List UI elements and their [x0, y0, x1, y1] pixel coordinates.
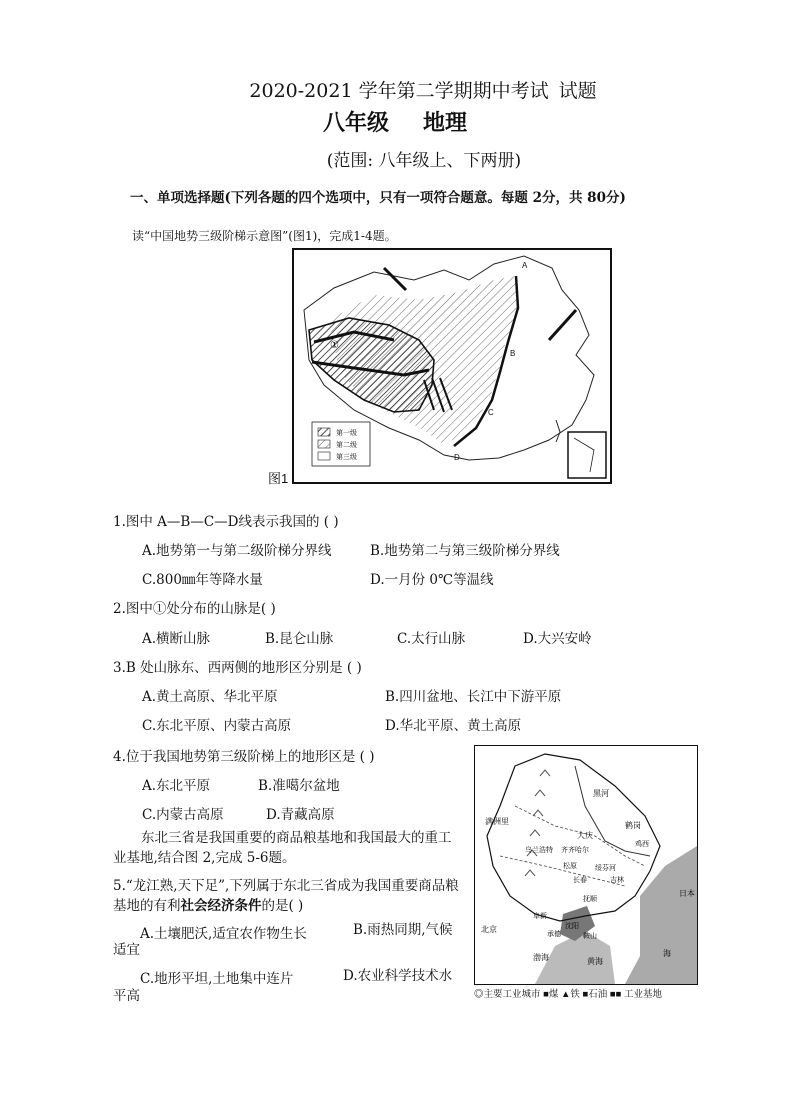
label-fushun: 抚顺: [583, 896, 597, 903]
question-4-option-a[interactable]: A.东北平原: [142, 778, 211, 794]
exam-year-title: 2020-2021 学年第二学期期中考试: [249, 80, 549, 102]
question-5-stem-after: 的是( ): [261, 898, 304, 914]
question-1-option-d[interactable]: D.一月份 0℃等温线: [370, 572, 494, 588]
question-5-option-b[interactable]: B.雨热同期,气候适宜: [113, 922, 453, 958]
grade-subject: [0, 106, 790, 137]
label-jixi: 鸡西: [635, 841, 649, 848]
question-1-option-c[interactable]: C.800㎜年等降水量: [142, 572, 263, 588]
question-1-stem: 1.图中 A—B—C—D线表示我国的 ( ): [113, 514, 339, 530]
label-wulanhaote: 乌兰浩特: [525, 847, 553, 854]
question-4-option-d[interactable]: D.青藏高原: [266, 807, 335, 823]
figure1-map: [292, 248, 612, 484]
question-5-stem-bold: 社会经济条件: [180, 898, 262, 914]
label-manzhouli: 满洲里: [485, 817, 509, 826]
question-4-option-b[interactable]: B.准噶尔盆地: [258, 778, 340, 794]
exam-title: [0, 76, 790, 103]
legend-third-step: 第三级: [336, 454, 357, 461]
exam-scope: [0, 146, 790, 171]
question-1-option-a[interactable]: A.地势第一与第二级阶梯分界线: [142, 543, 332, 559]
question-2-option-c[interactable]: C.太行山脉: [397, 631, 466, 647]
figure2-intro: 东北三省是我国重要的商品粮基地和我国最大的重工业基地,结合图 2,完成 5-6题。: [113, 830, 452, 866]
question-2-stem: 2.图中①处分布的山脉是( ): [113, 601, 276, 617]
point-d-label: D: [454, 453, 460, 462]
label-heihe: 黑河: [593, 789, 609, 798]
figure1-intro: 读“中国地势三级阶梯示意图”(图1)，完成1-4题。: [132, 229, 397, 243]
question-2-option-a[interactable]: A.横断山脉: [142, 631, 211, 647]
question-5-option-c[interactable]: C.地形平坦,土地集中连片: [140, 971, 294, 987]
exam-title-suffix: 试题: [558, 80, 597, 102]
label-changchun: 长春: [573, 877, 587, 884]
china-terrain-map: [294, 250, 610, 482]
northeast-china-map: [475, 746, 697, 984]
label-bohai: 渤海: [533, 953, 549, 962]
label-hai: 海: [663, 949, 671, 958]
subject-label: 地理: [423, 110, 468, 136]
label-anshan: 鞍山: [583, 933, 597, 940]
question-3-option-c[interactable]: C.东北平原、内蒙古高原: [142, 718, 292, 734]
label-songyuan: 松原: [563, 863, 577, 870]
question-5-stem: [113, 876, 465, 916]
question-3-option-d[interactable]: D.华北平原、黄土高原: [385, 718, 522, 734]
point-c-label: C: [488, 408, 494, 417]
question-3-option-a[interactable]: A.黄土高原、华北平原: [142, 689, 278, 705]
label-daqing: 大庆: [577, 831, 593, 840]
exam-scope-text: (范围: 八年级上、下两册): [326, 151, 522, 171]
question-3-option-b[interactable]: B.四川盆地、长江中下游平原: [385, 689, 562, 705]
question-2-option-d[interactable]: D.大兴安岭: [523, 631, 592, 647]
point-b-label: B: [510, 349, 516, 358]
label-riben: 日本: [679, 889, 695, 898]
question-4-option-c[interactable]: C.内蒙古高原: [142, 807, 224, 823]
marker-1: ①: [330, 340, 339, 351]
grade-label: 八年级: [322, 110, 389, 136]
label-chengde: 承德: [547, 931, 561, 938]
figure1-legend: [312, 422, 370, 466]
question-1-option-b[interactable]: B.地势第二与第三级阶梯分界线: [370, 543, 560, 559]
question-3-stem: 3.B 处山脉东、西两侧的地形区分别是 ( ): [113, 660, 362, 676]
label-shenyang: 沈阳: [565, 923, 579, 930]
label-jilin: 吉林: [610, 877, 624, 884]
label-fuxin: 阜新: [533, 913, 547, 920]
label-qiqihaer: 齐齐哈尔: [561, 847, 589, 854]
legend-first-step: 第一级: [336, 430, 357, 437]
legend-second-step: 第二级: [336, 442, 357, 449]
figure2-legend: ◎主要工业城市 ■煤 ▲铁 ■石油 ■■ 工业基地: [474, 989, 663, 1000]
question-5-stem-before: 5.“龙江熟,天下足”,下列属于东北三省成为我国重要商品粮基地的有利: [113, 878, 459, 914]
figure1-caption: 图1: [268, 471, 289, 486]
question-2-option-b[interactable]: B.昆仑山脉: [265, 631, 334, 647]
label-suifenhe: 绥芬河: [595, 865, 616, 872]
label-huanghai: 黄海: [587, 957, 603, 966]
question-4-stem: 4.位于我国地势第三级阶梯上的地形区是 ( ): [113, 749, 375, 765]
label-hegang: 鹤岗: [625, 821, 641, 830]
question-5-option-a[interactable]: A.土壤肥沃,适宜农作物生长: [140, 926, 307, 942]
point-a-label: A: [522, 261, 528, 270]
label-beijing: 北京: [481, 925, 497, 934]
question-5-option-d[interactable]: D.农业科学技术水平高: [113, 968, 453, 1004]
section-heading: 一、单项选择题(下列各题的四个选项中，只有一项符合题意。每题 2分，共 80分): [130, 190, 626, 206]
figure2-map: [474, 745, 698, 985]
